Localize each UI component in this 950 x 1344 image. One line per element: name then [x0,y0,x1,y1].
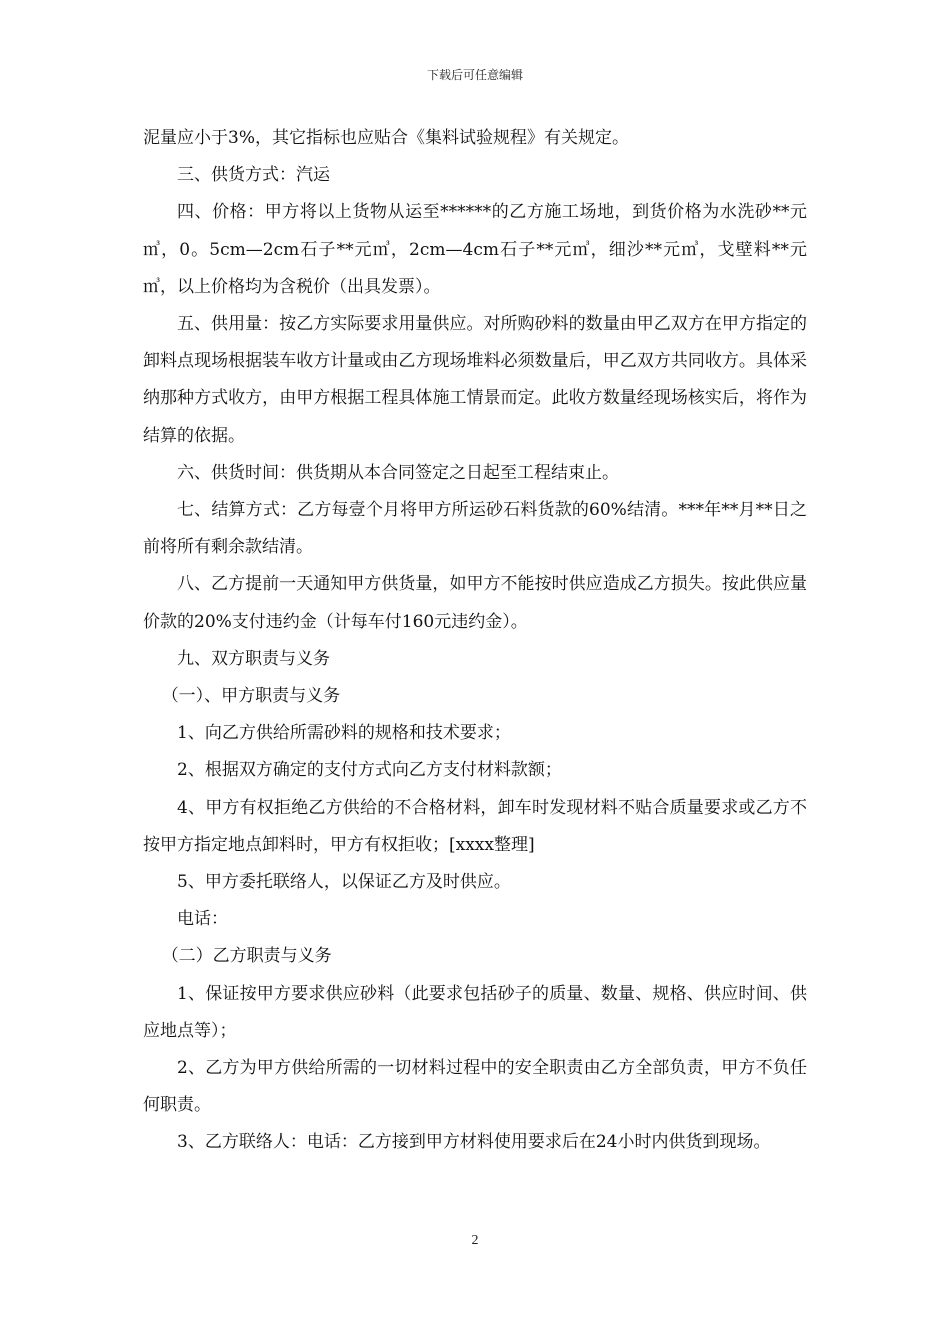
paragraph-settlement: 七、结算方式：乙方每壹个月将甲方所运砂石料货款的60%结清。***年**月**日之前将所有剩余款结清。 [143,500,807,558]
paragraph-duties-heading: 九、双方职责与义务 [177,648,330,669]
paragraph-party-b-item-2: 2、乙方为甲方供给所需的一切材料过程中的安全职责由乙方全部负责，甲方不负任何职责。 [143,1058,807,1116]
paragraph-party-a-item-1: 1、向乙方供给所需砂料的规格和技术要求； [177,723,511,744]
paragraph-mud-content: 泥量应小于3%，其它指标也应贴合《集料试验规程》有关规定。 [143,128,629,148]
paragraph-party-b-heading: （二）乙方职责与义务 [161,946,332,967]
page-header: 下载后可任意编辑 [426,68,523,82]
paragraph-party-a-heading: （一）、甲方职责与义务 [161,686,341,707]
paragraph-delivery-method: 三、供货方式：汽运 [177,165,330,186]
document-body [143,120,807,1162]
paragraph-party-b-item-1: 1、保证按甲方要求供应砂料（此要求包括砂子的质量、数量、规格、供应时间、供应地点等）； [143,983,807,1041]
paragraph-supply-quantity: 五、供用量：按乙方实际要求用量供应。对所购砂料的数量由甲乙双方在甲方指定的卸料点现场根据装车收方计量或由乙方现场堆料必须数量后，甲乙双方共同收方。具体采纳那种方式收方，由甲方根据工程具体施工情景而定。此收方数量经现场核实后，将作为结算的依据。 [143,314,807,446]
paragraph-party-a-item-2: 2、根据双方确定的支付方式向乙方支付材料款额； [177,760,562,781]
paragraph-party-a-item-5: 5、甲方委托联络人，以保证乙方及时供应。 [177,872,511,893]
paragraph-phone: 电话： [177,909,228,930]
paragraph-supply-time: 六、供货时间：供货期从本合同签定之日起至工程结束止。 [177,462,619,483]
page-number: 2 [471,1233,479,1248]
paragraph-party-a-item-4: 4、甲方有权拒绝乙方供给的不合格材料，卸车时发现材料不贴合质量要求或乙方不按甲方指定地点卸料时，甲方有权拒收；[xxxx整理] [143,797,807,855]
paragraph-penalty: 八、乙方提前一天通知甲方供货量，如甲方不能按时供应造成乙方损失。按此供应量价款的20%支付违约金（计每车付160元违约金）。 [143,574,807,632]
paragraph-price: 四、价格：甲方将以上货物从运至******的乙方施工场地，到货价格为水洗砂**元㎥，0。5cm—2cm石子**元㎥，2cm—4cm石子**元㎥，细沙**元㎥，戈壁料**元㎥，以上价格均为含税价（出具发票）。 [143,202,807,297]
paragraph-party-b-item-3: 3、乙方联络人：电话：乙方接到甲方材料使用要求后在24小时内供货到现场。 [177,1132,771,1153]
